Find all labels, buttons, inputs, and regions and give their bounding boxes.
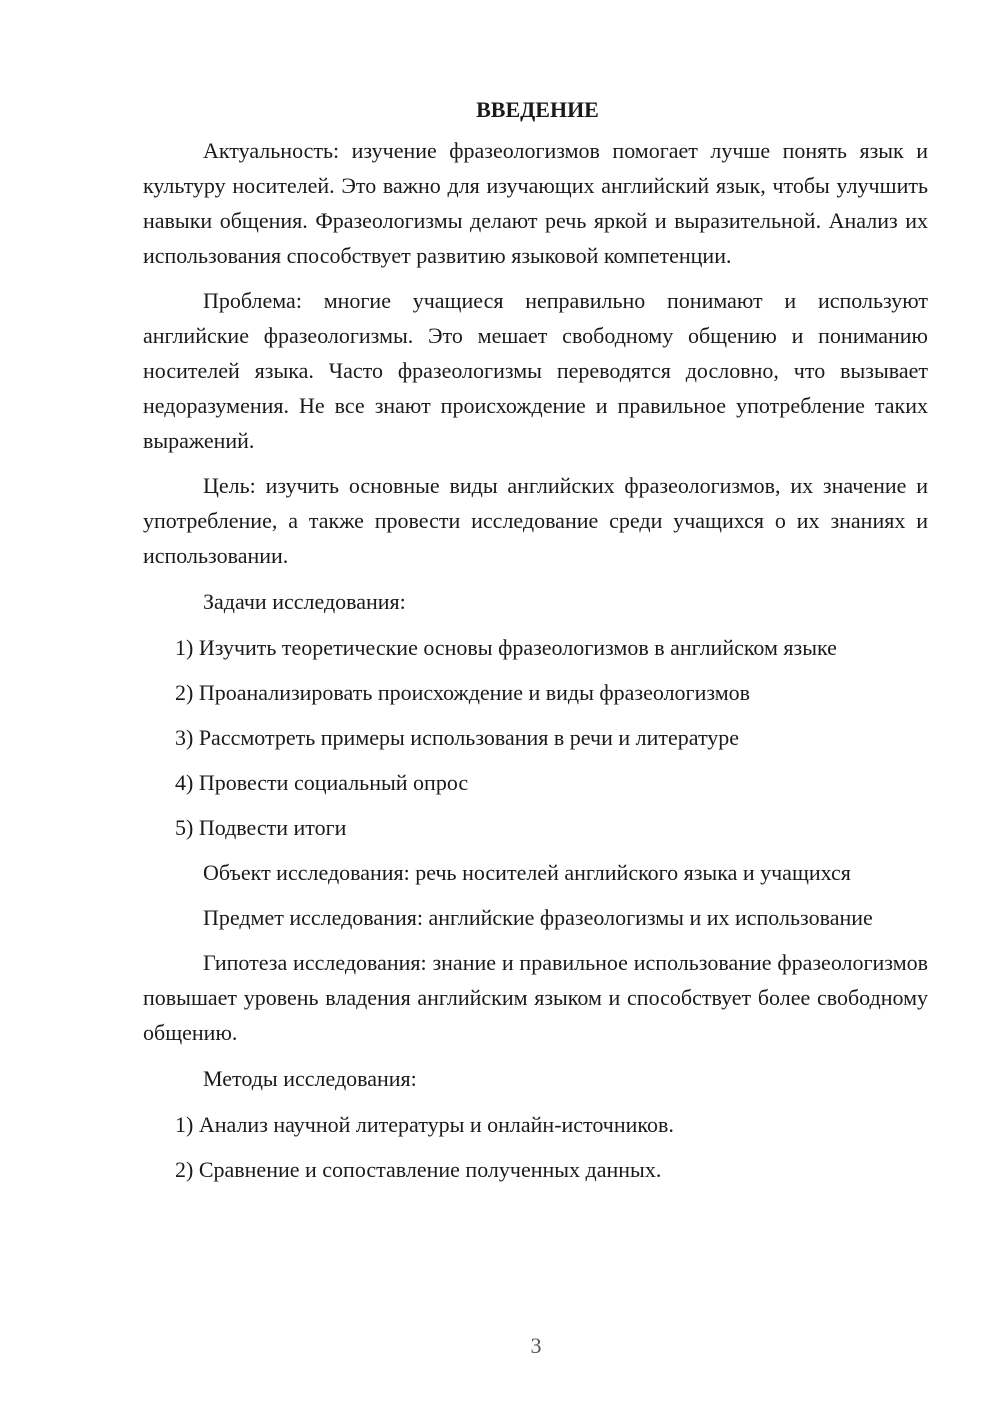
list-item: 2) Сравнение и сопоставление полученных данных. <box>175 1157 662 1182</box>
list-item: 5) Подвести итоги <box>175 815 347 840</box>
paragraph-problem: Проблема: многие учащиеся неправильно понимают и используют английские фразеологизмы. Это мешает свободному общению и пониманию носителей языка. Часто фразеологизмы переводятся дословно, что вызывает недоразумения. Не все знают происхождение и правильное употребление таких выражений. <box>143 288 928 453</box>
list-item: 4) Провести социальный опрос <box>175 770 469 795</box>
paragraph-goal: Цель: изучить основные виды английских фразеологизмов, их значение и употребление, а также провести исследование среди учащихся о их знаниях и использовании. <box>143 473 928 568</box>
list-item: 2) Проанализировать происхождение и виды фразеологизмов <box>175 680 751 705</box>
list-item: 1) Изучить теоретические основы фразеологизмов в английском языке <box>175 635 837 660</box>
paragraph-hypothesis: Гипотеза исследования: знание и правильное использование фразеологизмов повышает уровень владения английским языком и способствует более свободному общению. <box>143 950 928 1045</box>
paragraph-relevance: Актуальность: изучение фразеологизмов помогает лучше понять язык и культуру носителей. Это важно для изучающих английский язык, чтобы улучшить навыки общения. Фразеологизмы делают речь яркой и выразительной. Анализ их использования способствует развитию языковой компетенции. <box>143 138 928 268</box>
page-title: ВВЕДЕНИЕ <box>476 97 599 122</box>
list-item: 3) Рассмотреть примеры использования в речи и литературе <box>175 725 740 750</box>
paragraph-object: Объект исследования: речь носителей английского языка и учащихся <box>203 860 851 885</box>
methods-list <box>143 1107 928 1187</box>
page-number: 3 <box>530 1333 542 1358</box>
methods-heading: Методы исследования: <box>203 1066 417 1091</box>
list-item: 1) Анализ научной литературы и онлайн-источников. <box>175 1112 674 1137</box>
paragraph-subject: Предмет исследования: английские фразеологизмы и их использование <box>203 905 873 930</box>
tasks-list <box>143 630 928 845</box>
page-content <box>143 92 928 1197</box>
tasks-heading: Задачи исследования: <box>203 589 406 614</box>
